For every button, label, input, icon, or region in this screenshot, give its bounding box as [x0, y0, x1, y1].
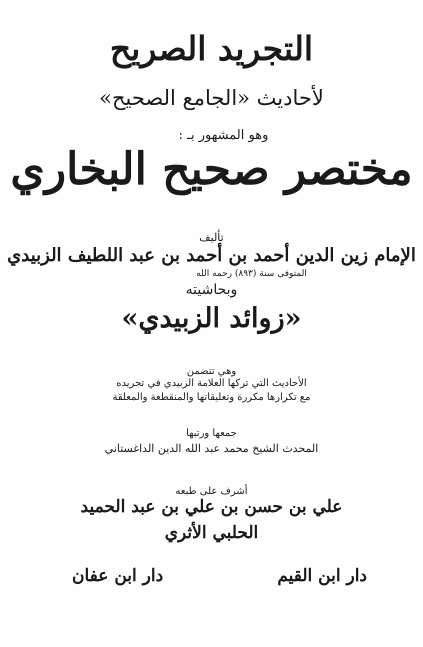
includes-description-line-2: مع تكرارها مكررة وتعليقاتها والمنقطعة والمعلقة [112, 392, 311, 403]
book-subtitle: لأحاديث «الجامع الصحيح» [99, 86, 324, 110]
footnote-title: «زوائد الزبيدي» [121, 303, 302, 334]
author-prefix: تأليف [199, 231, 224, 244]
known-as-label: وهو المشهور بـ : [178, 128, 269, 143]
includes-label: وهي تتضمن [186, 366, 237, 377]
supervised-by-label: أشرف على طبعه [175, 486, 248, 497]
publisher-ibn-affan: دار ابن عفان [72, 566, 164, 586]
publisher-ibn-al-qayyim: دار ابن القيم [277, 566, 367, 586]
supervisor-name-line-2: الحلبي الأثري [164, 523, 259, 543]
arranged-by-name: المحدث الشيخ محمد عبد الله الدين الداغستاني [104, 442, 319, 455]
main-title: مختصر صحيح البخاري [10, 144, 413, 195]
author-death-date: المتوفى سنة (٨٩٣) رحمه الله [196, 269, 307, 279]
book-title: التجريد الصريح [109, 29, 314, 68]
supervisor-name-line-1: علي بن حسن بن علي بن عبد الحميد [80, 497, 343, 517]
arranged-by-label: جمعها ورتبها [186, 428, 237, 439]
footnote-label: وبحاشيته [185, 282, 238, 298]
includes-description-line-1: الأحاديث التي تركها العلامة الزبيدي في تجريده [116, 378, 307, 389]
author-name: الإمام زين الدين أحمد بن أحمد بن عبد اللطيف الزبيدي [7, 245, 416, 266]
